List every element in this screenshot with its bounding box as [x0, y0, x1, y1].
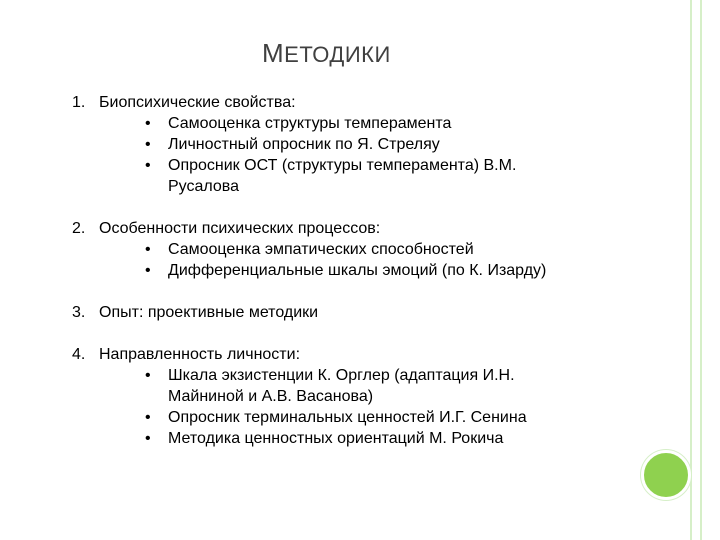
list-item-text: Личностный опросник по Я. Стреляу: [168, 136, 440, 153]
list-item-text: Дифференциальные шкалы эмоций (по К. Изарду): [168, 262, 547, 279]
list-item-text: Методика ценностных ориентаций М. Рокича: [168, 430, 504, 447]
section-heading: [72, 92, 672, 113]
bullet-icon: •: [145, 115, 151, 132]
slide-title: [262, 38, 391, 69]
list-item: [72, 428, 672, 449]
bullet-icon: •: [145, 430, 151, 447]
list-item: [72, 239, 672, 260]
section-heading: [72, 344, 672, 365]
bullet-icon: •: [145, 157, 151, 174]
list-item: [72, 113, 672, 134]
frame-line: [690, 0, 692, 540]
section-number: 3.: [72, 304, 86, 321]
bullet-icon: •: [145, 367, 151, 384]
list-item: [72, 365, 568, 407]
section-title: Опыт: проективные методики: [99, 304, 319, 321]
bullet-icon: •: [145, 241, 151, 258]
bullet-list: [72, 239, 672, 281]
section-number: 2.: [72, 220, 86, 237]
section-heading: [72, 218, 672, 239]
section-title: Биопсихические свойства:: [99, 94, 296, 111]
list-item: [72, 260, 672, 281]
section-number: 4.: [72, 346, 86, 363]
list-item-text: Опросник терминальных ценностей И.Г. Сенина: [168, 409, 527, 426]
bullet-list: [72, 113, 672, 197]
list-item: [72, 155, 568, 197]
frame-line: [700, 0, 702, 540]
section-number: 1.: [72, 94, 86, 111]
section-title: Особенности психических процессов:: [99, 220, 381, 237]
bullet-list: [72, 365, 672, 449]
methods-list: [72, 92, 672, 449]
bullet-icon: •: [145, 409, 151, 426]
list-item-text: Опросник ОСТ (структуры темперамента) В.М. Русалова: [168, 157, 517, 195]
title-rest: ЕТОДИКИ: [284, 42, 391, 67]
section-biopsychic: [72, 92, 672, 197]
bullet-icon: •: [145, 136, 151, 153]
title-first-letter: М: [262, 38, 285, 68]
list-item: [72, 407, 672, 428]
section-personality-orientation: [72, 344, 672, 449]
section-heading: [72, 302, 672, 323]
list-item: [72, 134, 672, 155]
section-mental-processes: [72, 218, 672, 281]
decorative-circle: [641, 450, 691, 500]
section-title: Направленность личности:: [99, 346, 301, 363]
list-item-text: Шкала экзистенции К. Орглер (адаптация И.Н. Майниной и А.В. Васанова): [168, 367, 515, 405]
bullet-icon: •: [145, 262, 151, 279]
section-experience: [72, 302, 672, 323]
list-item-text: Самооценка структуры темперамента: [168, 115, 452, 132]
list-item-text: Самооценка эмпатических способностей: [168, 241, 474, 258]
